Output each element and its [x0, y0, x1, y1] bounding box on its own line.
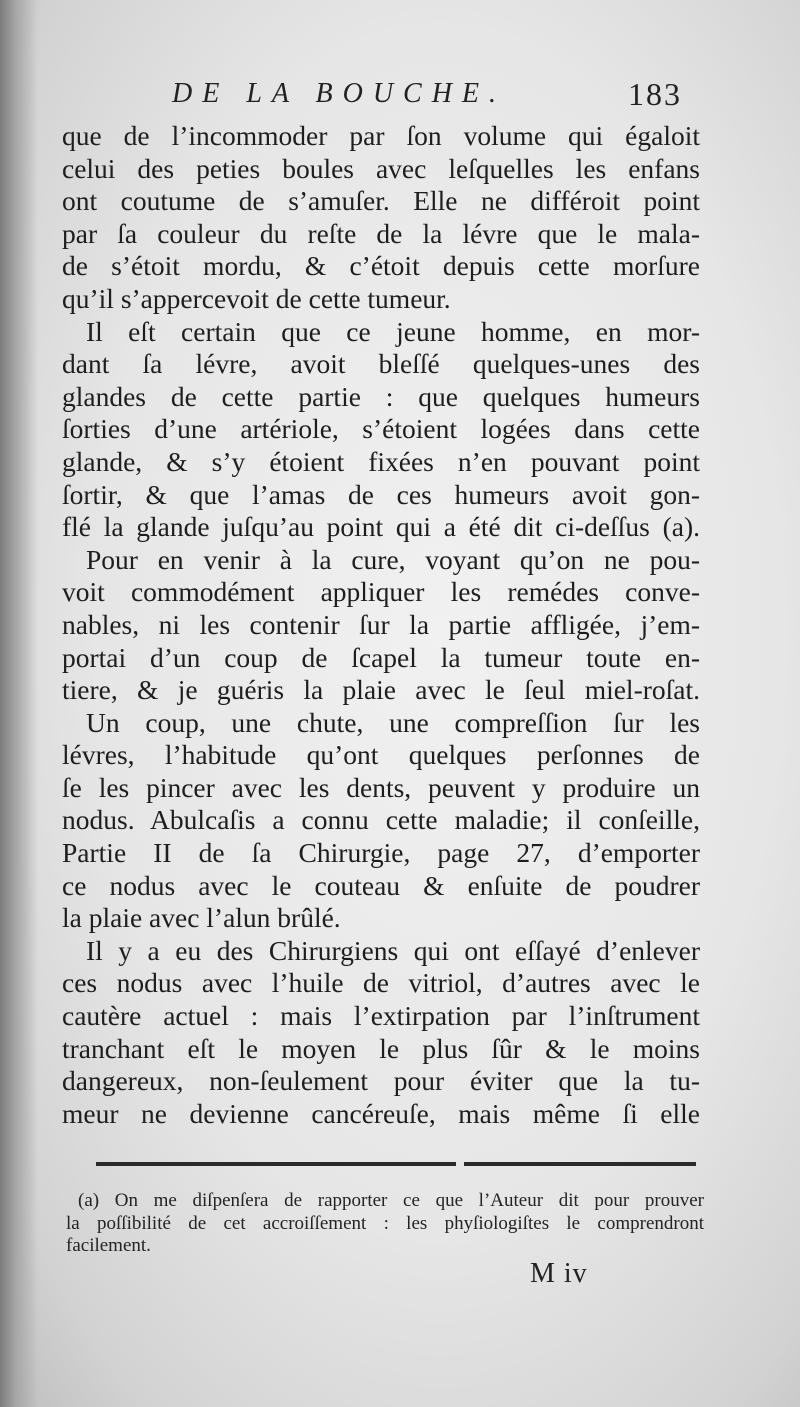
text-line: cautère actuel : mais l’extirpation par l’inſtrument — [62, 1000, 700, 1032]
text-line: tiere, & je guéris la plaie avec le ſeul miel-roſat. — [62, 674, 700, 706]
text-line: glande, & s’y étoient fixées n’en pouvant point — [62, 445, 700, 477]
footnote-line: (a) On me diſpenſera de rapporter ce que l’Auteur dit pour prouver — [78, 1190, 704, 1211]
text-line: voit commodément appliquer les remédes conve- — [62, 576, 700, 608]
footnote-line: facilement. — [66, 1235, 151, 1256]
text-line: glandes de cette partie : que quelques humeurs — [62, 380, 700, 412]
text-line: ſortir, & que l’amas de ces humeurs avoit gon- — [62, 478, 700, 510]
text-line: meur ne devienne cancéreuſe, mais même ſi elle — [62, 1097, 700, 1129]
text-line: ſe les pincer avec les dents, peuvent y produire un — [62, 771, 700, 803]
text-line: ſorties d’une artériole, s’étoient logées dans cette — [62, 413, 700, 445]
text-line: Il eſt certain que ce jeune homme, en mor- — [86, 315, 700, 347]
text-line: lévres, l’habitude qu’ont quelques perſonnes de — [62, 739, 700, 771]
signature-mark: M iv — [530, 1258, 588, 1289]
page-gutter-shadow — [0, 0, 38, 1407]
page-header — [0, 78, 800, 118]
text-line: dangereux, non-ſeulement pour éviter que la tu- — [62, 1065, 700, 1097]
text-line: nables, ni les contenir ſur la partie affligée, j’em- — [62, 608, 700, 640]
page-number: 183 — [628, 76, 682, 112]
footnote-line: la poſſibilité de cet accroiſſement : les phyſiologiſtes le comprendront — [66, 1212, 704, 1234]
main-text — [62, 120, 700, 1130]
text-line: la plaie avec l’alun brûlé. — [62, 902, 341, 934]
text-line: par ſa couleur du reſte de la lévre que le mala- — [62, 217, 700, 249]
text-line: Il y a eu des Chirurgiens qui ont eſſayé d’enlever — [86, 934, 700, 966]
footnote-rule-left — [96, 1162, 456, 1166]
text-line: Pour en venir à la cure, voyant qu’on ne pou- — [86, 543, 700, 575]
footnote — [66, 1190, 704, 1258]
text-line: nodus. Abulcaſis a connu cette maladie; il conſeille, — [62, 804, 700, 836]
text-line: tranchant eſt le moyen le plus ſûr & le moins — [62, 1032, 700, 1064]
text-line: ont coutume de s’amuſer. Elle ne différoit point — [62, 185, 700, 217]
text-line: ce nodus avec le couteau & enſuite de poudrer — [62, 869, 700, 901]
text-line: portai d’un coup de ſcapel la tumeur toute en- — [62, 641, 700, 673]
text-line: flé la glande juſqu’au point qui a été dit ci-deſſus (a). — [62, 511, 700, 543]
text-line: que de l’incommoder par ſon volume qui égaloit — [62, 120, 700, 151]
text-line: dant ſa lévre, avoit bleſſé quelques-unes des — [62, 348, 700, 380]
text-line: qu’il s’appercevoit de cette tumeur. — [62, 282, 451, 314]
footnote-rule-right — [464, 1162, 696, 1166]
running-title: DE LA BOUCHE. — [172, 78, 507, 109]
text-line: ces nodus avec l’huile de vitriol, d’autres avec le — [62, 967, 700, 999]
text-line: Partie II de ſa Chirurgie, page 27, d’emporter — [62, 837, 700, 869]
footnote-rule — [96, 1162, 696, 1166]
text-line: celui des peties boules avec leſquelles les enfans — [62, 152, 700, 184]
text-line: Un coup, une chute, une compreſſion ſur les — [86, 706, 700, 738]
text-line: de s’étoit mordu, & c’étoit depuis cette morſure — [62, 250, 700, 282]
